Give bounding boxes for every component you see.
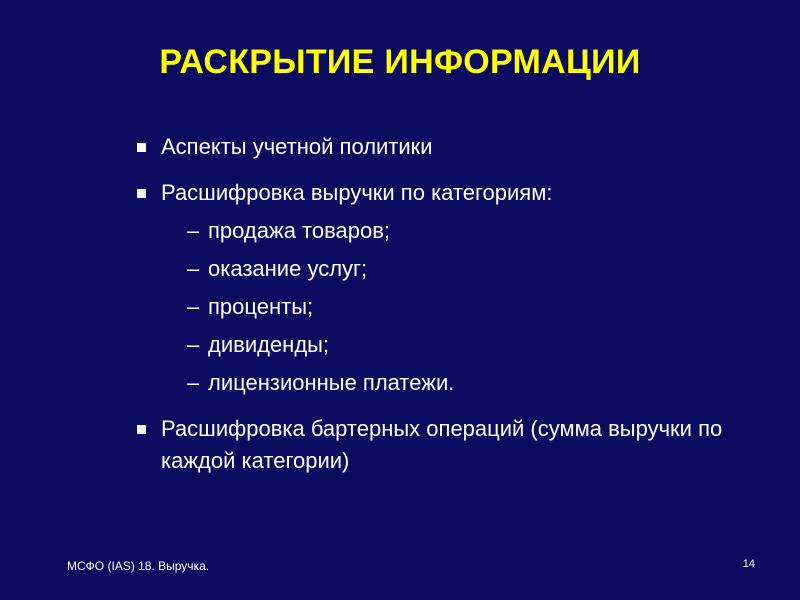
sub-item — [161, 367, 734, 399]
dash-icon: – — [187, 370, 200, 395]
bullet-text: Аспекты учетной политики — [161, 134, 433, 159]
sub-item — [161, 291, 734, 323]
sub-item-text: проценты; — [208, 294, 314, 319]
dash-icon: – — [187, 294, 200, 319]
sub-item-text: продажа товаров; — [208, 218, 391, 243]
sub-item-text: лицензионные платежи. — [208, 370, 455, 395]
sub-item — [161, 253, 734, 285]
sub-item-text: оказание услуг; — [208, 256, 368, 281]
square-bullet-icon — [137, 425, 146, 434]
bullet-item-barter-breakdown — [134, 413, 734, 477]
footer-text: МСФО (IAS) 18. Выручка. — [67, 559, 210, 573]
bullet-text: Расшифровка бартерных операций (сумма выручки по каждой категории) — [161, 416, 723, 473]
bullet-list — [134, 131, 734, 491]
bullet-item-accounting-policy — [134, 131, 734, 163]
square-bullet-icon — [137, 143, 146, 152]
page-number: 14 — [742, 558, 755, 570]
sub-item — [161, 329, 734, 361]
sub-item — [161, 215, 734, 247]
sub-item-text: дивиденды; — [208, 332, 330, 357]
bullet-item-revenue-breakdown — [134, 177, 734, 399]
square-bullet-icon — [137, 189, 146, 198]
bullet-text: Расшифровка выручки по категориям: — [161, 180, 553, 205]
dash-icon: – — [187, 332, 200, 357]
slide-title: РАСКРЫТИЕ ИНФОРМАЦИИ — [159, 43, 641, 81]
dash-icon: – — [187, 218, 200, 243]
dash-icon: – — [187, 256, 200, 281]
revenue-category-list — [161, 215, 734, 399]
